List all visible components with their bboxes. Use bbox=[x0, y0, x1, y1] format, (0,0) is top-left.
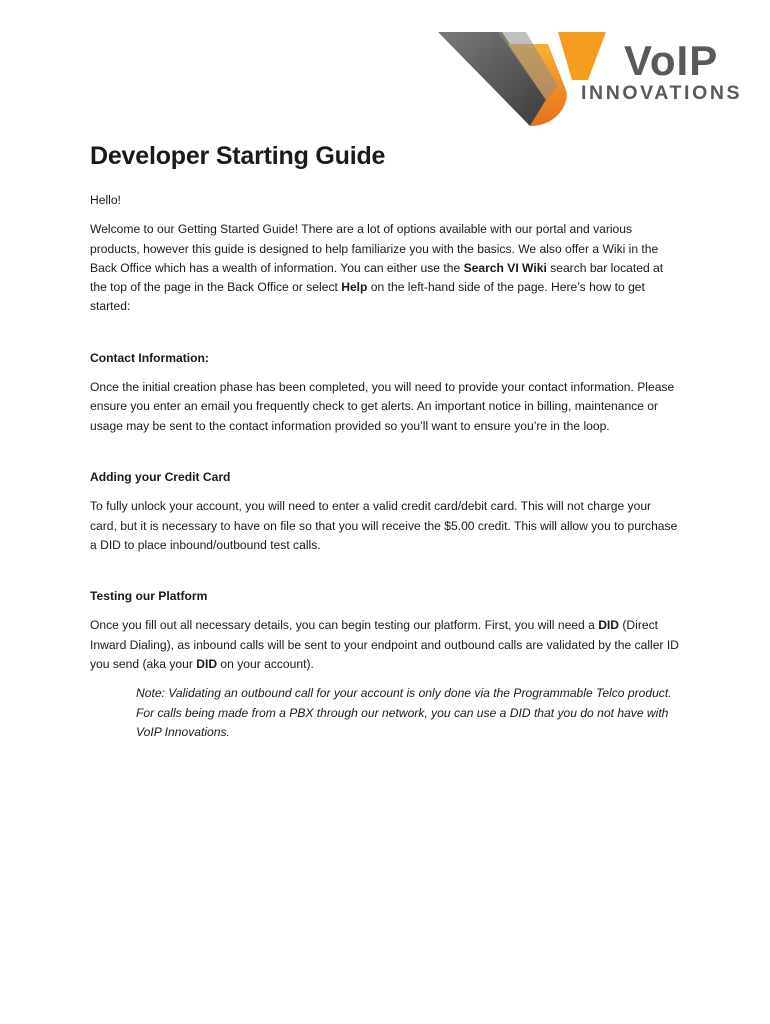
logo-text-voip: VoIP bbox=[624, 37, 719, 84]
logo-mark-icon bbox=[438, 30, 768, 130]
document-body bbox=[90, 142, 680, 752]
intro-paragraph bbox=[90, 220, 680, 316]
note-paragraph: Note: Validating an outbound call for your account is only done via the Programmable Telco product. For calls being made from a PBX through our network, you can use a DID that you do not have with VoIP Innovations. bbox=[136, 686, 672, 739]
testing-text-3: on your account). bbox=[217, 657, 314, 672]
testing-heading: Testing our Platform bbox=[90, 589, 208, 604]
testing-text-2: (Direct Inward Dialing), as inbound calls will be sent to your endpoint and outbound calls are validated by the caller ID you send (aka your bbox=[90, 618, 679, 672]
search-wiki-bold: Search VI Wiki bbox=[463, 260, 547, 275]
intro-text-2: search bar located at the top of the page in the Back Office or select bbox=[90, 260, 664, 295]
credit-card-heading: Adding your Credit Card bbox=[90, 469, 231, 484]
help-bold: Help bbox=[341, 280, 368, 295]
testing-text-1: Once you fill out all necessary details, you can begin testing our platform. First, you will need a bbox=[90, 618, 599, 633]
did-bold-2: DID bbox=[196, 657, 218, 672]
intro-text-3: on the left-hand side of the page. Here’s how to get started: bbox=[90, 280, 645, 314]
testing-paragraph bbox=[90, 616, 680, 674]
page-title: Developer Starting Guide bbox=[90, 142, 386, 170]
logo-text-innovations: INNOVATIONS bbox=[581, 82, 743, 104]
intro-text-1: Welcome to our Getting Started Guide! There are a lot of options available with our portal and various products, however this guide is designed to help familiarize you with the basics. We also offer a Wiki in the Back Office which has a wealth of information. You can either use the bbox=[90, 222, 659, 275]
did-bold-1: DID bbox=[598, 618, 620, 633]
contact-paragraph: Once the initial creation phase has been completed, you will need to provide your contact information. Please ensure you enter an email you frequently check to get alerts. An important notice in billing, maintenance or usage may be sent to the contact information provided so you’ll want to ensure you’re in the loop. bbox=[90, 380, 675, 433]
greeting: Hello! bbox=[90, 193, 121, 207]
credit-card-paragraph: To fully unlock your account, you will need to enter a valid credit card/debit card. This will not charge your card, but it is necessary to have on file so that you will receive the $5.00 credit. This will allow you to purchase a DID to place inbound/outbound test calls. bbox=[90, 499, 678, 552]
contact-heading: Contact Information: bbox=[90, 350, 209, 365]
voip-innovations-logo bbox=[438, 30, 768, 130]
